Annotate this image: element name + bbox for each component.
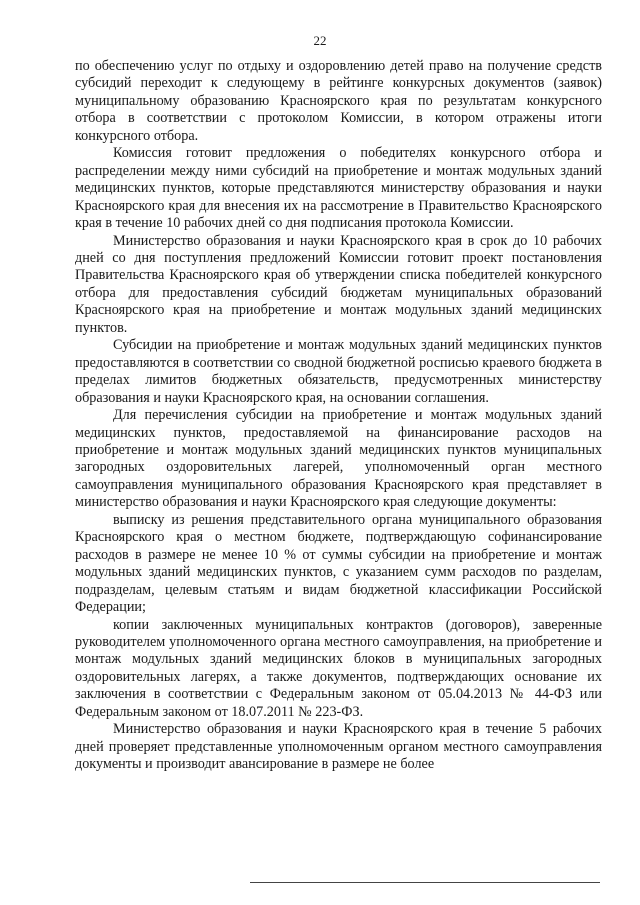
paragraph-1: по обеспечению услуг по отдыху и оздоровлению детей право на получение средств субсидий переходит к следующему в рейтинге конкурсных документов (заявок) муниципальному образованию Красноярского края по результатам конкурсного отбора в соответствии с протоколом Комиссии, в котором отражены итоги конкурсного отбора. <box>75 58 602 144</box>
page-number: 22 <box>313 33 327 48</box>
paragraph-8: Министерство образования и науки Красноярского края в течение 5 рабочих дней проверяет представленные уполномоченным органом местного самоуправления документы и производит авансирование в размере не более <box>75 721 602 773</box>
paragraph-6: выписку из решения представительного органа муниципального образования Красноярского края о местном бюджете, подтверждающую софинансирование расходов в размере не менее 10 % от суммы субсидии на приобретение и монтаж модульных зданий медицинских пунктов, с указанием сумм расходов по разделам, подразделам, целевым статьям и видам бюджетной классификации Российской Федерации; <box>75 511 602 616</box>
paragraph-3: Министерство образования и науки Красноярского края в срок до 10 рабочих дней со дня поступления предложений Комиссии готовит проект постановления Правительства Красноярского края об утверждении списка победителей конкурсного отбора для предоставления субсидий бюджетам муниципальных образований Красноярского края на приобретение и монтаж модульных зданий медицинских пунктов. <box>75 232 602 336</box>
document-body <box>75 58 602 774</box>
bottom-divider <box>250 882 600 883</box>
paragraph-4: Субсидии на приобретение и монтаж модульных зданий медицинских пунктов предоставляются в соответствии со сводной бюджетной росписью краевого бюджета в пределах лимитов бюджетных обязательств, предусмотренных министерству образования и науки Красноярского края, на основании соглашения. <box>75 337 602 406</box>
paragraph-2: Комиссия готовит предложения о победителях конкурсного отбора и распределении между ними субсидий на приобретение и монтаж модульных зданий медицинских пунктов, которые представляются министерству образования и науки Красноярского края для внесения их на рассмотрение в Правительство Красноярского края в течение 10 рабочих дней со дня подписания протокола Комиссии. <box>75 145 602 232</box>
paragraph-5: Для перечисления субсидии на приобретение и монтаж модульных зданий медицинских пунктов, предоставляемой на финансирование расходов на приобретение и монтаж модульных зданий медицинских пунктов муниципальных загородных оздоровительных лагерей, уполномоченный орган местного самоуправления муниципального образования Красноярского края представляет в министерство образования и науки Красноярского края следующие документы: <box>75 407 602 511</box>
paragraph-7: копии заключенных муниципальных контрактов (договоров), заверенные руководителем уполномоченного органа местного самоуправления, на приобретение и монтаж модульных зданий медицинских блоков в муниципальных загородных оздоровительных лагерях, а также документов, подтверждающих основание их заключения в соответствии с Федеральным законом от 05.04.2013 № 44-ФЗ или Федеральным законом от 18.07.2011 № 223-ФЗ. <box>75 616 602 720</box>
